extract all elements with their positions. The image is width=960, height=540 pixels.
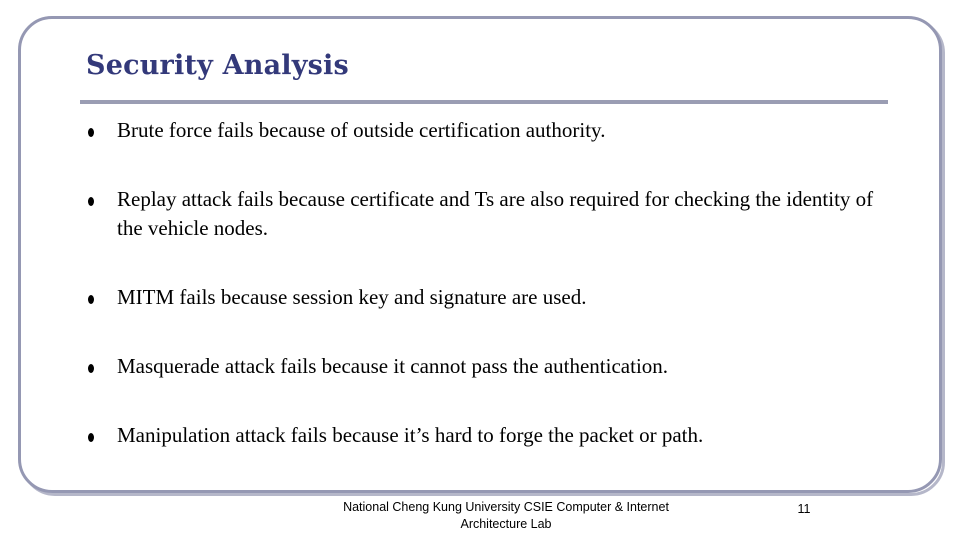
bullet-text: MITM fails because session key and signature are used. — [117, 285, 587, 309]
bullet-icon — [88, 433, 94, 442]
bullet-item — [86, 116, 886, 145]
bullet-text: Masquerade attack fails because it cannot pass the authentication. — [117, 354, 669, 378]
title-divider — [80, 100, 888, 104]
slide-title: Security Analysis — [86, 50, 349, 81]
bullet-text: Replay attack fails because certificate and Ts are also required for checking the identity of the vehicle nodes. — [117, 187, 874, 240]
bullet-icon — [88, 197, 94, 206]
page-number: 11 — [797, 502, 811, 516]
bullet-list — [86, 116, 886, 450]
bullet-text: Manipulation attack fails because it’s hard to forge the packet or path. — [117, 423, 704, 447]
slide-footer: National Cheng Kung University CSIE Computer & Internet Architecture Lab — [343, 500, 669, 531]
bullet-text: Brute force fails because of outside certification authority. — [117, 118, 606, 142]
bullet-icon — [88, 128, 94, 137]
bullet-item — [86, 283, 886, 312]
bullet-item — [86, 352, 886, 381]
bullet-icon — [88, 295, 94, 304]
bullet-icon — [88, 364, 94, 373]
bullet-item — [86, 421, 886, 450]
bullet-item — [86, 185, 886, 243]
